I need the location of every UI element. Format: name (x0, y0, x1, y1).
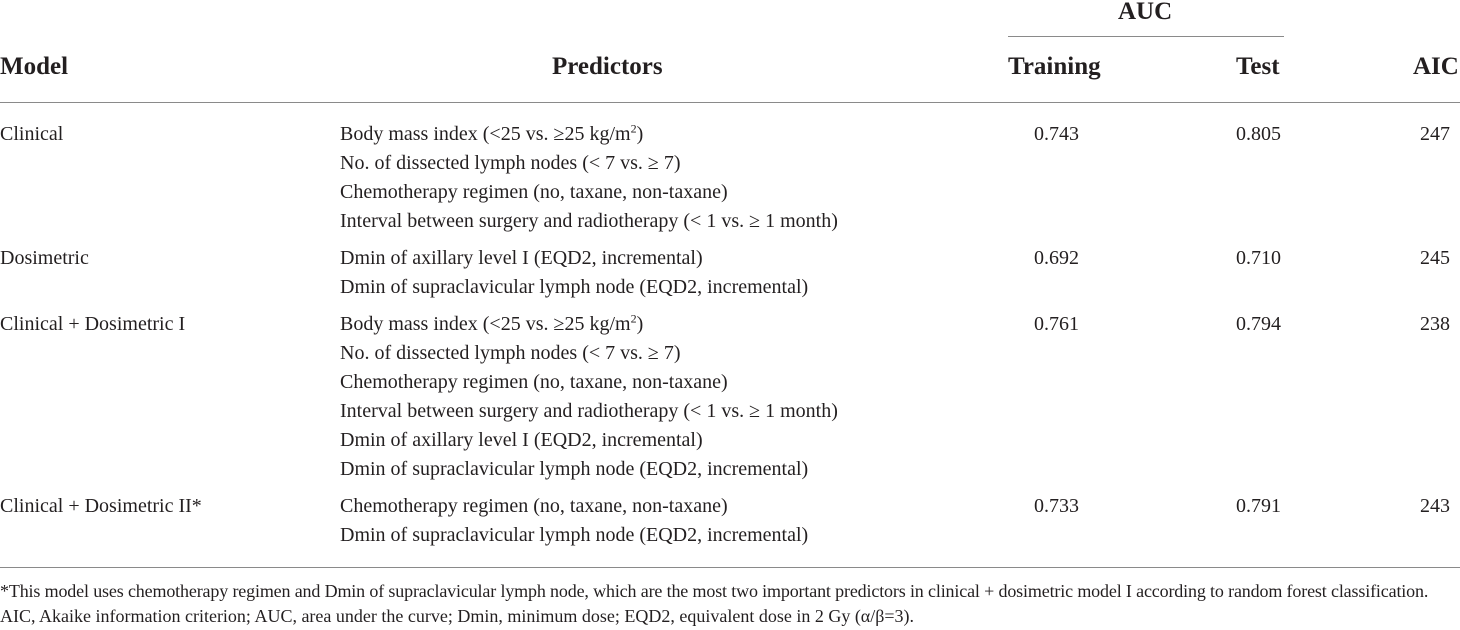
training-auc-cell: 0.743 (1034, 123, 1079, 145)
column-header-training: Training (1008, 53, 1101, 80)
predictor-line: Body mass index (<25 vs. ≥25 $kg/m^2$) (340, 121, 644, 145)
model-cell: Dosimetric (0, 247, 89, 269)
superscript: 2 (630, 121, 637, 136)
aic-cell: 243 (1420, 495, 1450, 517)
predictor-line: Dmin of supraclavicular lymph node (EQD2, incremental) (340, 524, 809, 546)
predictor-line: Interval between surgery and radiotherapy (< 1 vs. ≥ 1 month) (340, 210, 838, 232)
predictor-line: Chemotherapy regimen (no, taxane, non-taxane) (340, 495, 728, 517)
column-header-test: Test (1236, 53, 1280, 80)
predictor-line: Interval between surgery and radiotherapy (< 1 vs. ≥ 1 month) (340, 400, 838, 422)
auc-group-rule (1008, 36, 1284, 37)
model-cell: Clinical + Dosimetric II* (0, 495, 202, 517)
model-cell: Clinical (0, 123, 64, 145)
predictor-line: Chemotherapy regimen (no, taxane, non-taxane) (340, 371, 728, 393)
test-auc-cell: 0.805 (1236, 123, 1281, 145)
footnote-abbreviations: AIC, Akaike information criterion; AUC, area under the curve; Dmin, minimum dose; EQD2, equivalent dose in 2 Gy (α/β=3). (0, 606, 915, 626)
predictor-line: No. of dissected lymph nodes (< 7 vs. ≥ 7) (340, 342, 681, 364)
predictor-line: Dmin of axillary level I (EQD2, incremental) (340, 247, 703, 269)
table-bottom-rule (0, 567, 1460, 568)
predictor-line: Chemotherapy regimen (no, taxane, non-taxane) (340, 181, 728, 203)
predictors-cell (340, 244, 808, 302)
predictor-line: Dmin of supraclavicular lymph node (EQD2, incremental) (340, 276, 809, 298)
training-auc-cell: 0.761 (1034, 313, 1079, 335)
test-auc-cell: 0.710 (1236, 247, 1281, 269)
footnote-asterisk: *This model uses chemotherapy regimen and Dmin of supraclavicular lymph node, which are the most two important predictors in clinical + dosimetric model I according to random forest classification. (0, 581, 1429, 601)
training-auc-cell: 0.692 (1034, 247, 1079, 269)
test-auc-cell: 0.794 (1236, 313, 1281, 335)
training-auc-cell: 0.733 (1034, 495, 1079, 517)
header-bottom-rule (0, 102, 1460, 103)
column-header-aic: AIC (1413, 53, 1459, 80)
predictors-cell (340, 310, 838, 484)
aic-cell: 247 (1420, 123, 1450, 145)
aic-cell: 238 (1420, 313, 1450, 335)
auc-group-header: AUC (1118, 0, 1173, 25)
predictor-line: Dmin of supraclavicular lymph node (EQD2, incremental) (340, 458, 809, 480)
predictor-line: Body mass index (<25 vs. ≥25 $kg/m^2$) (340, 311, 644, 335)
test-auc-cell: 0.791 (1236, 495, 1281, 517)
model-cell: Clinical + Dosimetric I (0, 313, 186, 335)
predictor-line: Dmin of axillary level I (EQD2, incremental) (340, 429, 703, 451)
aic-cell: 245 (1420, 247, 1450, 269)
column-header-predictors: Predictors (552, 53, 663, 80)
predictors-cell (340, 120, 838, 236)
predictors-cell (340, 492, 808, 550)
predictor-line: No. of dissected lymph nodes (< 7 vs. ≥ 7) (340, 152, 681, 174)
column-header-model: Model (0, 53, 69, 80)
superscript: 2 (630, 311, 637, 326)
